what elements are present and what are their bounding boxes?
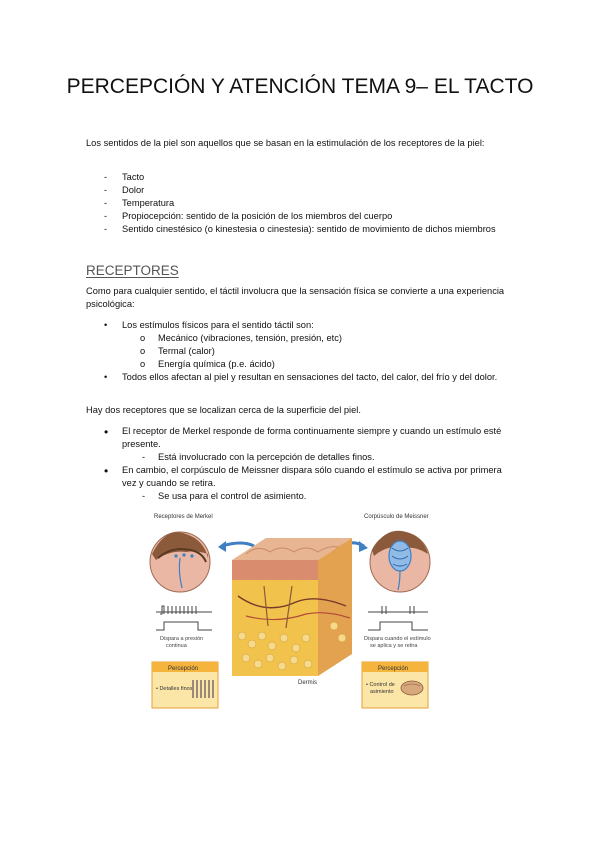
- receptors-intro: Como para cualquier sentido, el táctil involucra que la sensación física se convierte a una experiencia psicológica:: [86, 286, 505, 309]
- percepcion-merkel-text: • Detalles finos: [156, 686, 193, 692]
- label-merkel: Receptores de Merkel: [154, 514, 213, 520]
- percepcion-meissner-text-2: asimiento: [370, 689, 394, 695]
- receptors-list: [86, 425, 506, 503]
- list-item: - Temperatura: [104, 198, 175, 208]
- list-item: - Está involucrado con la percepción de detalles finos.: [142, 452, 375, 462]
- skin-receptors-figure: [146, 506, 460, 712]
- stimuli-list: [86, 319, 506, 384]
- list-item: - Propiocepción: sentido de la posición de los miembros del cuerpo: [104, 211, 393, 221]
- caption-meissner-1: Dispara cuando el estímulo: [364, 636, 431, 642]
- percepcion-box-merkel: [152, 662, 218, 708]
- merkel-sublist: [122, 451, 506, 464]
- list-item: • Todos ellos afectan al piel y resultan en sensaciones del tacto, del calor, del frío y del dolor.: [104, 372, 498, 382]
- stimuli-sublist: [122, 332, 506, 371]
- arrow-left: [222, 543, 254, 546]
- meissner-sublist: [122, 490, 506, 503]
- list-item: - Se usa para el control de asimiento.: [142, 491, 307, 501]
- caption-meissner-2: se aplica y se retira: [370, 643, 418, 649]
- meissner-trace: [368, 606, 428, 630]
- list-item: o Termal (calor): [140, 346, 215, 356]
- percepcion-label-meissner: Percepción: [378, 666, 409, 672]
- merkel-circle: [150, 532, 210, 592]
- page-title: PERCEPCIÓN Y ATENCIÓN TEMA 9– EL TACTO: [66, 75, 534, 98]
- list-item: - Tacto: [104, 172, 145, 182]
- list-item: • Los estímulos físicos para el sentido táctil son: o Mecánico (vibraciones, tensión, presión, etc) o Termal (calor) o Energía química (p.e. ácido): [86, 319, 506, 371]
- list-item: - Sentido cinestésico (o kinestesia o cinestesia): sentido de movimiento de dichos miembros: [104, 224, 496, 234]
- list-item: - Dolor: [104, 185, 145, 195]
- merkel-trace: [156, 606, 212, 630]
- list-item-meissner: • En cambio, el corpúsculo de Meissner dispara sólo cuando el estímulo se activa por primera vez y cuando se retira. - Se usa para el control de asimiento.: [86, 464, 506, 503]
- caption-merkel-2: continua: [166, 643, 187, 649]
- list-item: o Mecánico (vibraciones, tensión, presión, etc): [140, 333, 342, 343]
- label-dermis: Dermis: [298, 680, 317, 686]
- meissner-circle: [370, 531, 430, 592]
- skin-block: [232, 538, 352, 676]
- caption-merkel-1: Dispara a presión: [160, 636, 204, 642]
- two-receptors-paragraph: Hay dos receptores que se localizan cerca de la superficie del piel.: [86, 405, 361, 415]
- percepcion-meissner-text-1: • Control de: [366, 682, 395, 688]
- percepcion-box-meissner: [362, 662, 428, 708]
- list-item-merkel: • El receptor de Merkel responde de forma continuamente siempre y cuando un estímulo esté presente. - Está involucrado con la percepción de detalles finos.: [86, 425, 506, 464]
- label-meissner: Corpúsculo de Meissner: [364, 514, 429, 520]
- intro-paragraph: Los sentidos de la piel son aquellos que se basan en la estimulación de los receptores de la piel:: [86, 138, 485, 148]
- section-heading: RECEPTORES: [86, 263, 179, 278]
- list-item: o Energía química (p.e. ácido): [140, 359, 275, 369]
- senses-list: [86, 171, 506, 236]
- percepcion-label-merkel: Percepción: [168, 666, 199, 672]
